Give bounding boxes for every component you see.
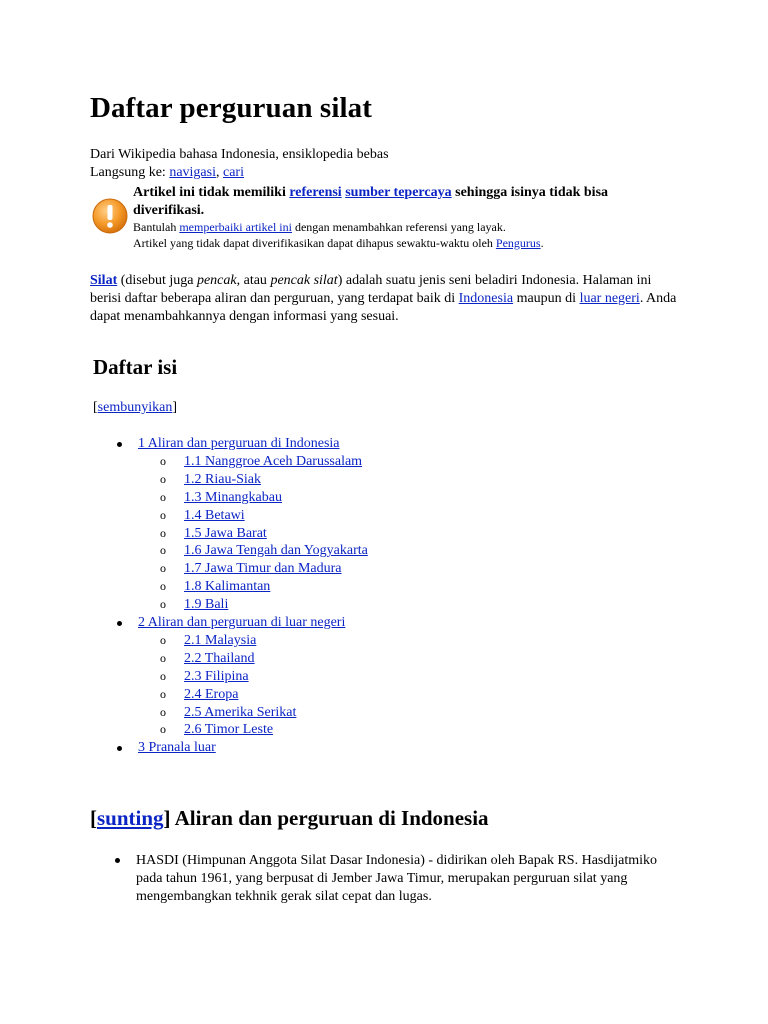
references-link[interactable]: referensi	[289, 185, 342, 200]
notice-help	[133, 220, 673, 236]
notice-help-suffix: dengan menambahkan referensi yang layak.	[291, 220, 506, 234]
section-heading-text: Aliran dan perguruan di Indonesia	[170, 806, 489, 830]
toc-item-link[interactable]: 2.5 Amerika Serikat	[184, 704, 297, 720]
jump-line	[90, 164, 389, 182]
list-item: HASDI (Himpunan Anggota Silat Dasar Indonesia) - didirikan oleh Bapak RS. Hasdijatmiko pada tahun 1961, yang berpusat di Jember Jawa Timur, merupakan perguruan silat yang mengembangkan tekhnik gerak silat cepat dan lugas.	[136, 853, 658, 904]
toc-item-link[interactable]: 1.7 Jawa Timur dan Madura	[184, 561, 342, 577]
toc-subbullet-icon: o	[160, 632, 166, 647]
reliable-sources-link[interactable]: sumber tepercaya	[345, 185, 452, 200]
toc-subbullet-icon: o	[160, 561, 166, 576]
notice-delete-text: Artikel yang tidak dapat diverifikasikan dapat dihapus sewaktu-waktu oleh	[133, 235, 496, 250]
toc-item-link[interactable]: 1.4 Betawi	[184, 507, 245, 523]
search-link[interactable]: cari	[222, 165, 244, 180]
notice-delete	[133, 236, 673, 252]
toc-item-link[interactable]: 3 Pranala luar	[138, 740, 216, 756]
toc-subbullet-icon: o	[160, 597, 166, 612]
toc-toggle-close: ]	[172, 400, 177, 415]
notice-help-text: Bantulah	[133, 220, 180, 234]
intro-text-2: , atau	[236, 273, 271, 288]
toc-subbullet-icon: o	[160, 704, 166, 719]
toc-item-link[interactable]: 1.6 Jawa Tengah dan Yogyakarta	[184, 543, 368, 559]
page-meta	[90, 146, 389, 182]
jump-label: Langsung ke:	[90, 165, 166, 180]
intro-paragraph	[90, 272, 680, 326]
toc-item-link[interactable]: 1.3 Minangkabau	[184, 489, 282, 505]
toc-subbullet-icon: o	[160, 543, 166, 558]
intro-pencak: pencak	[196, 273, 237, 288]
toc-item-link[interactable]: 2.6 Timor Leste	[184, 722, 274, 738]
toc-item-link[interactable]: 2.3 Filipina	[184, 668, 249, 684]
toc-subbullet-icon: o	[160, 579, 166, 594]
warning-exclamation-icon	[92, 198, 128, 234]
notice-title	[133, 184, 673, 220]
toc-item-link[interactable]: 1.8 Kalimantan	[184, 579, 271, 595]
silat-link[interactable]: Silat	[90, 273, 118, 288]
toc-subbullet-icon: o	[160, 525, 166, 540]
toc-item-link[interactable]: 1.5 Jawa Barat	[184, 525, 267, 541]
indonesia-link[interactable]: Indonesia	[458, 291, 514, 306]
toc-subbullet-icon: o	[160, 686, 166, 701]
navigation-link[interactable]: navigasi	[169, 165, 216, 180]
toc-toggle	[93, 400, 177, 416]
toc-item-link[interactable]: 1.1 Nanggroe Aceh Darussalam	[184, 453, 363, 469]
hide-toc-link[interactable]: sembunyikan	[97, 400, 173, 415]
source-line: Dari Wikipedia bahasa Indonesia, ensiklopedia bebas	[90, 147, 389, 162]
toc-bullet-icon	[117, 621, 122, 626]
toc-item-link[interactable]: 1.2 Riau-Siak	[184, 471, 261, 487]
edit-bracket-open: [	[90, 806, 97, 830]
toc-subbullet-icon: o	[160, 650, 166, 665]
notice-title-text: Artikel ini tidak memiliki	[133, 185, 290, 200]
notice-delete-suffix: .	[540, 235, 544, 250]
toc-subbullet-icon: o	[160, 507, 166, 522]
page-title: Daftar perguruan silat	[90, 92, 372, 124]
luar-negeri-link[interactable]: luar negeri	[579, 291, 640, 306]
improve-article-link[interactable]: memperbaiki artikel ini	[179, 220, 292, 234]
notice-body	[133, 184, 673, 251]
administrators-link[interactable]: Pengurus	[495, 235, 541, 250]
intro-pencak-silat: pencak silat	[270, 273, 338, 288]
toc-toggle-open: [	[93, 400, 98, 415]
intro-text-1: (disebut juga	[117, 273, 197, 288]
intro-text-4: maupun di	[513, 291, 580, 306]
toc-subbullet-icon: o	[160, 489, 166, 504]
toc-title: Daftar isi	[93, 355, 178, 379]
toc-bullet-icon	[117, 746, 122, 751]
toc-item-link[interactable]: 2.4 Eropa	[184, 686, 239, 702]
notice-title-suffix: sehingga isinya tidak bisa diverifikasi.	[133, 185, 609, 218]
edit-bracket-close: ]	[163, 806, 171, 830]
toc-item-link[interactable]: 2.1 Malaysia	[184, 632, 257, 648]
toc-item-link[interactable]: 2 Aliran dan perguruan di luar negeri	[138, 615, 346, 630]
toc-subbullet-icon: o	[160, 668, 166, 683]
edit-section-link[interactable]: sunting	[97, 806, 164, 830]
toc-subbullet-icon: o	[160, 471, 166, 486]
toc-subbullet-icon: o	[160, 453, 166, 468]
list-bullet-icon	[115, 858, 120, 863]
section-heading	[90, 806, 489, 831]
jump-separator: ,	[215, 165, 223, 180]
toc-item-link[interactable]: 1 Aliran dan perguruan di Indonesia	[138, 436, 340, 451]
intro-text-3: ) adalah suatu jenis seni beladiri Indonesia. Halaman ini berisi daftar beberapa aliran dan perguruan, yang terdapat baik di	[90, 273, 652, 306]
intro-text-5: . Anda dapat menambahkannya dengan informasi yang sesuai.	[90, 291, 677, 324]
toc-item-link[interactable]: 2.2 Thailand	[184, 650, 255, 666]
toc-subbullet-icon: o	[160, 722, 166, 737]
toc-item-link[interactable]: 1.9 Bali	[184, 597, 229, 613]
toc-bullet-icon	[117, 442, 122, 447]
